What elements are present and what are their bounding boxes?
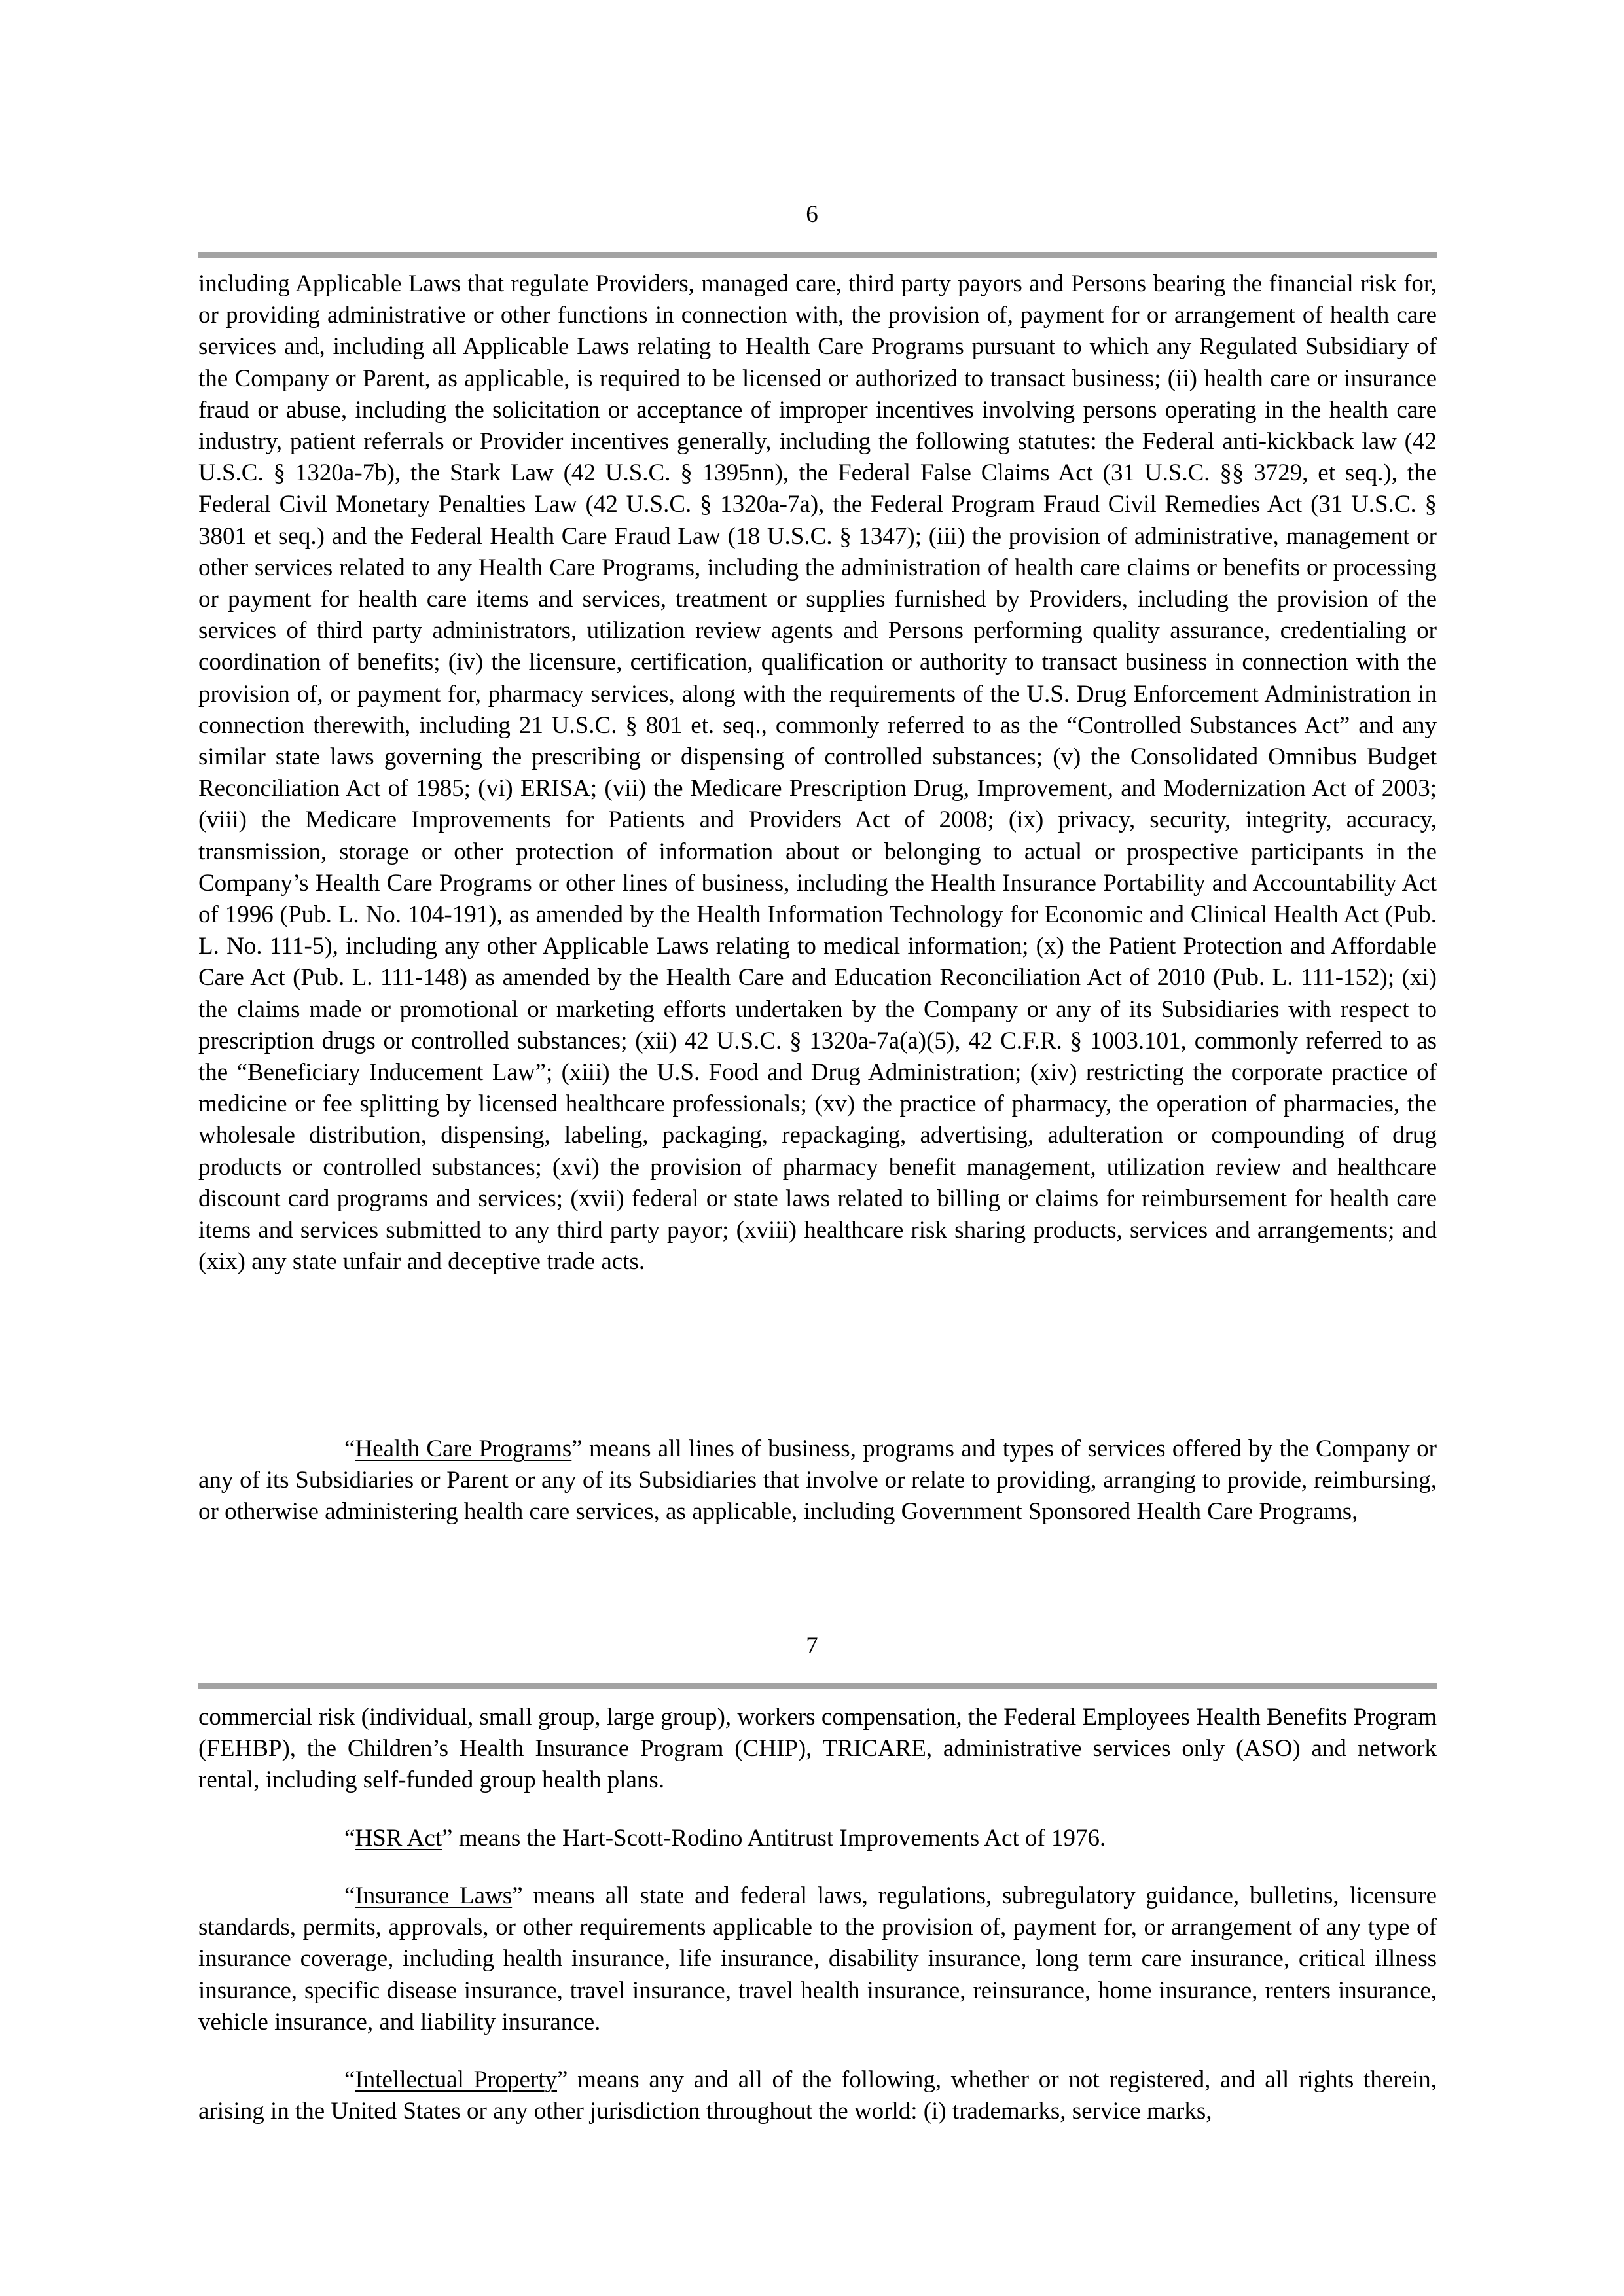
definition-body: ” means the Hart-Scott-Rodino Antitrust Improvements Act of 1976. [442, 1825, 1106, 1852]
page-number-7: 7 [806, 1632, 818, 1659]
defined-term-insurance-laws: Insurance Laws [355, 1882, 513, 1909]
page-number-6: 6 [806, 201, 818, 228]
header-rule-page-7 [198, 1683, 1437, 1689]
definition-intellectual-property [198, 2064, 1437, 2127]
open-quote: “ [344, 2066, 355, 2093]
open-quote: “ [344, 1825, 355, 1852]
definition-hsr-act [198, 1823, 1437, 1854]
defined-term-hsr-act: HSR Act [355, 1825, 442, 1852]
definition-body: ” means all lines of business, programs and types of services offered by the Company or any of its Subsidiaries or Parent or any of its Subsidiaries that involve or relate to providing, arranging to provide, reimbursing, or otherwise administering health care services, as applicable, including Government Sponsored Health Care Programs, [198, 1435, 1437, 1526]
header-rule-page-6 [198, 252, 1437, 258]
continuation-paragraph-page-7: commercial risk (individual, small group, large group), workers compensation, the Federal Employees Health Benefits Program (FEHBP), the Children’s Health Insurance Program (CHIP), TRICARE, administrative services only (ASO) and network rental, including self-funded group health plans. [198, 1704, 1437, 1794]
open-quote: “ [344, 1435, 355, 1462]
definition-insurance-laws [198, 1880, 1437, 2038]
defined-term-intellectual-property: Intellectual Property [355, 2066, 558, 2093]
defined-term-health-care-programs: Health Care Programs [355, 1435, 572, 1462]
open-quote: “ [344, 1882, 355, 1909]
definition-body: ” means any and all of the following, whether or not registered, and all rights therein, arising in the United States or any other jurisdiction throughout the world: (i) trademarks, service marks, [198, 2066, 1437, 2125]
definition-health-care-programs [198, 1433, 1437, 1528]
definition-body: ” means all state and federal laws, regulations, subregulatory guidance, bulletins, licensure standards, permits, approvals, or other requirements applicable to the provision of, payment for, or arrangement of any type of insurance coverage, including health insurance, life insurance, disability insurance, long term care insurance, critical illness insurance, specific disease insurance, travel insurance, travel health insurance, reinsurance, home insurance, renters insurance, vehicle insurance, and liability insurance. [198, 1882, 1437, 2036]
continuation-paragraph-page-6: including Applicable Laws that regulate Providers, managed care, third party payors and Persons bearing the financial risk for, or providing administrative or other functions in connection with, the provision of, payment for or arrangement of health care services and, including all Applicable Laws relating to Health Care Programs pursuant to which any Regulated Subsidiary of the Company or Parent, as applicable, is required to be licensed or authorized to transact business; (ii) health care or insurance fraud or abuse, including the solicitation or acceptance of improper incentives involving persons operating in the health care industry, patient referrals or Provider incentives generally, including the following statutes: the Federal anti-kickback law (42 U.S.C. § 1320a-7b), the Stark Law (42 U.S.C. § 1395nn), the Federal False Claims Act (31 U.S.C. §§ 3729, et seq.), the Federal Civil Monetary Penalties Law (42 U.S.C. § 1320a-7a), the Federal Program Fraud Civil Remedies Act (31 U.S.C. § 3801 et seq.) and the Federal Health Care Fraud Law (18 U.S.C. § 1347); (iii) the provision of administrative, management or other services related to any Health Care Programs, including the administration of health care claims or benefits or processing or payment for health care items and services, treatment or supplies furnished by Providers, including the provision of the services of third party administrators, utilization review agents and Persons performing quality assurance, credentialing or coordination of benefits; (iv) the licensure, certification, qualification or authority to transact business in connection with the provision of, or payment for, pharmacy services, along with the requirements of the U.S. Drug Enforcement Administration in connection therewith, including 21 U.S.C. § 801 et. seq., commonly referred to as the “Controlled Substances Act” and any similar state laws governing the prescribing or dispensing of controlled substances; (v) the Consolidated Omnibus Budget Reconciliation Act of 1985; (vi) ERISA; (vii) the Medicare Prescription Drug, Improvement, and Modernization Act of 2003; (viii) the Medicare Improvements for Patients and Providers Act of 2008; (ix) privacy, security, integrity, accuracy, transmission, storage or other protection of information about or belonging to actual or prospective participants in the Company’s Health Care Programs or other lines of business, including the Health Insurance Portability and Accountability Act of 1996 (Pub. L. No. 104-191), as amended by the Health Information Technology for Economic and Clinical Health Act (Pub. L. No. 111-5), including any other Applicable Laws relating to medical information; (x) the Patient Protection and Affordable Care Act (Pub. L. 111-148) as amended by the Health Care and Education Reconciliation Act of 2010 (Pub. L. 111-152); (xi) the claims made or promotional or marketing efforts undertaken by the Company or any of its Subsidiaries with respect to prescription drugs or controlled substances; (xii) 42 U.S.C. § 1320a-7a(a)(5), 42 C.F.R. § 1003.101, commonly referred to as the “Beneficiary Inducement Law”; (xiii) the U.S. Food and Drug Administration; (xiv) restricting the corporate practice of medicine or fee splitting by licensed healthcare professionals; (xv) the practice of pharmacy, the operation of pharmacies, the wholesale distribution, dispensing, labeling, packaging, repackaging, advertising, adulteration or compounding of drug products or controlled substances; (xvi) the provision of pharmacy benefit management, utilization review and healthcare discount card programs and services; (xvii) federal or state laws related to billing or claims for reimbursement for health care items and services submitted to any third party payor; (xviii) healthcare risk sharing products, services and arrangements; and (xix) any state unfair and deceptive trade acts. [198, 270, 1437, 1276]
